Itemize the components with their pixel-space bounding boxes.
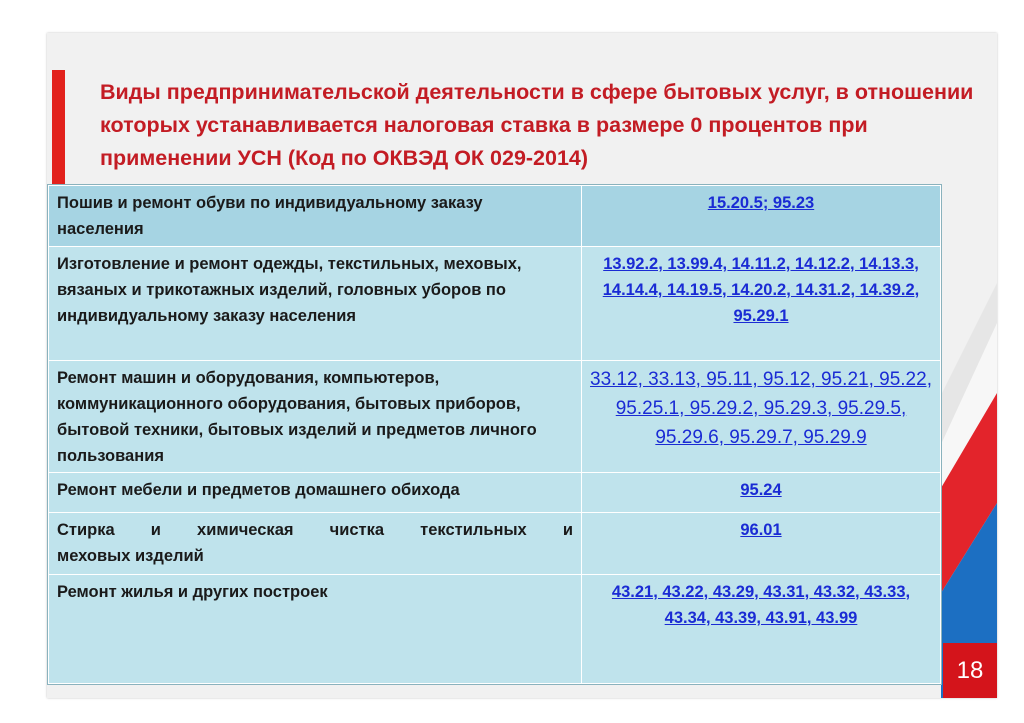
activities-table <box>47 184 942 685</box>
page-number: 18 <box>943 643 997 698</box>
okved-code-link[interactable]: 96.01 <box>740 521 782 539</box>
table-row <box>49 247 941 361</box>
okved-code-link[interactable]: 43.21, 43.22, 43.29, 43.31, 43.32, 43.33, 43.34, 43.39, 43.91, 43.99 <box>611 583 911 627</box>
okved-code-cell <box>582 247 941 361</box>
table-row <box>49 575 941 684</box>
okved-code-link[interactable]: 33.12, 33.13, 95.11, 95.12, 95.21, 95.22, 95.25.1, 95.29.2, 95.29.3, 95.29.5, 95.29.6, 95.29.7, 95.29.9 <box>590 369 932 448</box>
slide-title: Виды предпринимательской деятельности в сфере бытовых услуг, в отношении которых устанавливается налоговая ставка в размере 0 процентов при применении УСН (Код по ОКВЭД ОК 029-2014) <box>100 80 974 170</box>
okved-code-cell <box>582 186 941 247</box>
activity-line: меховых изделий <box>57 547 204 565</box>
okved-code-link[interactable]: 13.92.2, 13.99.4, 14.11.2, 14.12.2, 14.13.3, 14.14.4, 14.19.5, 14.20.2, 14.31.2, 14.39.2, 95.29.1 <box>602 255 920 325</box>
okved-code-cell <box>582 361 941 473</box>
activity-cell: Изготовление и ремонт одежды, текстильных, меховых, вязаных и трикотажных изделий, головных уборов по индивидуальному заказу населения <box>49 247 582 361</box>
activity-cell: Ремонт мебели и предметов домашнего обихода <box>49 473 582 513</box>
table-row <box>49 473 941 513</box>
title-accent-bar <box>52 70 65 185</box>
okved-code-cell <box>582 575 941 684</box>
table-row <box>49 186 941 247</box>
okved-code-link[interactable]: 15.20.5; 95.23 <box>707 194 815 212</box>
okved-code-link[interactable]: 95.24 <box>740 481 782 499</box>
activity-cell: Пошив и ремонт обуви по индивидуальному заказу населения <box>49 186 582 247</box>
activity-cell <box>49 513 582 575</box>
table-row <box>49 361 941 473</box>
table-row <box>49 513 941 575</box>
activity-line: Стирка и химическая чистка текстильных и <box>57 521 573 539</box>
okved-code-cell <box>582 473 941 513</box>
activity-cell: Ремонт машин и оборудования, компьютеров, коммуникационного оборудования, бытовых приборов, бытовой техники, бытовых изделий и предметов личного пользования <box>49 361 582 473</box>
okved-code-cell <box>582 513 941 575</box>
activity-cell: Ремонт жилья и других построек <box>49 575 582 684</box>
